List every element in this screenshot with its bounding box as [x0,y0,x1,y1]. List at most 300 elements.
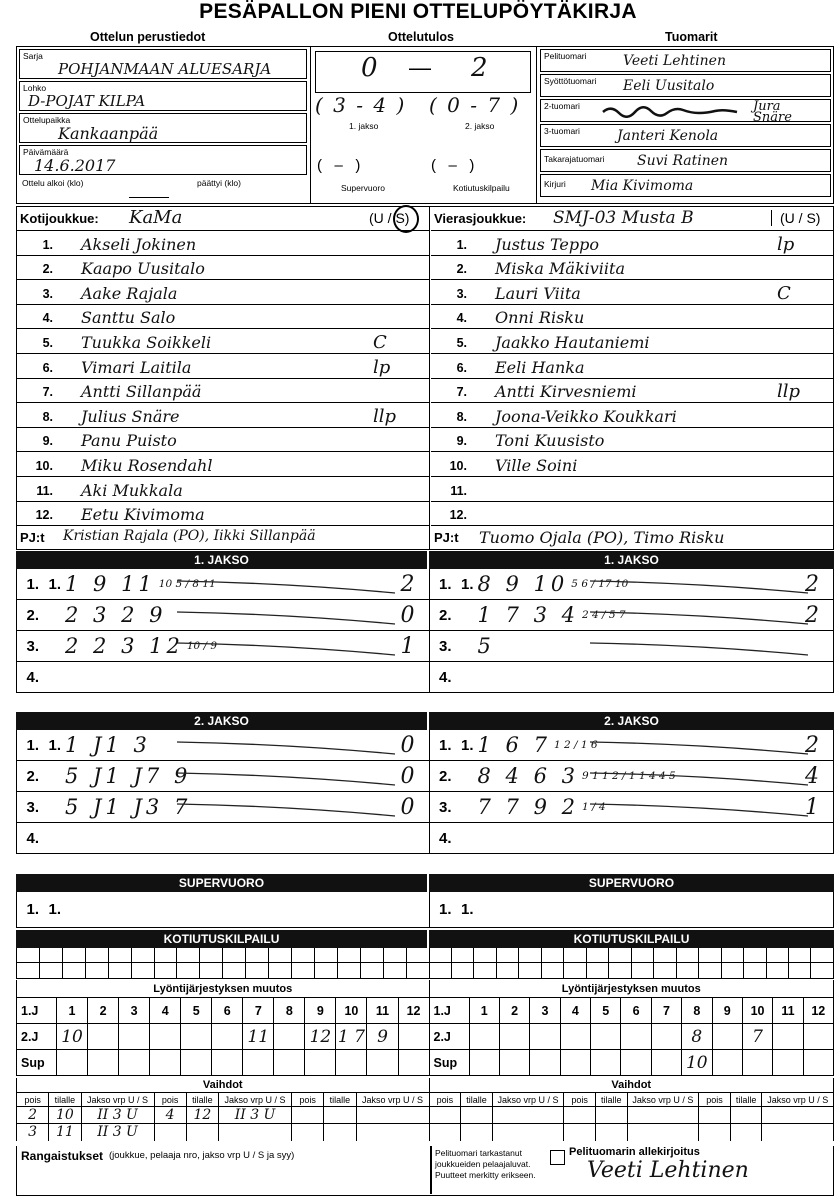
order-cell[interactable] [530,1024,560,1049]
inning-row[interactable] [17,600,429,631]
away-super-row[interactable] [430,892,834,928]
subs-column-header: pois [564,1093,596,1106]
home-run-cell[interactable] [811,963,832,978]
home-run-cell[interactable] [384,948,407,962]
score-dash: — [409,55,431,80]
subs-column-header-row [430,1093,834,1107]
date-field[interactable] [19,145,307,175]
player-row[interactable] [17,379,429,404]
subs-cell[interactable]: 2 [17,1107,49,1123]
home-run-cell[interactable] [542,948,564,962]
home-run-cell[interactable] [361,948,384,962]
home-team-label: Kotijoukkue: [20,211,99,226]
home-run-cell[interactable] [497,948,519,962]
player-row[interactable] [431,280,833,305]
order-row-label: 2.J [17,1024,57,1049]
subs-cell[interactable] [187,1124,219,1141]
order-cell[interactable] [804,1024,833,1049]
order-cell[interactable] [773,1050,803,1075]
player-number: 7. [456,385,467,400]
home-run-cell[interactable] [699,948,721,962]
player-row[interactable] [17,280,429,305]
order-cell[interactable] [336,1050,367,1075]
home-run-cell[interactable] [452,948,474,962]
home-run-cell[interactable] [40,948,63,962]
order-column-number: 7 [243,998,274,1023]
player-role: llp [777,381,801,403]
order-cell[interactable]: 1 7 [336,1024,367,1049]
subs-cell[interactable] [357,1107,429,1123]
home-run-cell[interactable] [767,948,789,962]
home-run-cell[interactable] [452,963,474,978]
player-row[interactable] [17,329,429,354]
home-run-contest-section [16,930,834,979]
home-run-cell[interactable] [132,963,155,978]
home-run-cell[interactable] [338,948,361,962]
order-change-row [430,1050,834,1076]
subs-cell[interactable] [430,1124,462,1141]
home-run-cell[interactable] [609,948,631,962]
home-run-cell[interactable] [744,948,766,962]
subs-cell[interactable] [461,1124,493,1141]
subs-cell[interactable] [628,1107,700,1123]
subs-header-away: Vaihdot [611,1079,652,1091]
subs-cell[interactable] [324,1124,356,1141]
player-row[interactable] [431,231,833,256]
inning-row[interactable] [430,569,834,600]
player-name: Jaakko Hautaniemi [495,332,650,352]
player-number: 8. [42,409,53,424]
subs-cell[interactable]: 12 [187,1107,219,1123]
order-cell[interactable] [119,1050,150,1075]
inning-row[interactable] [17,730,429,761]
order-column-number: 5 [591,998,621,1023]
order-cell[interactable] [652,1050,682,1075]
order-column-number: 5 [181,998,212,1023]
base-notes: 1 2 / 1 6 [553,739,598,751]
inning-runs: 4 [805,764,819,789]
home-run-cell[interactable] [654,963,676,978]
player-row[interactable] [17,477,429,502]
form-title: PESÄPALLON PIENI OTTELUPÖYTÄKIRJA [199,0,637,23]
order-cell[interactable] [119,1024,150,1049]
home-run-cell[interactable] [155,963,178,978]
home-run-cell[interactable] [474,948,496,962]
home-run-cell[interactable] [744,963,766,978]
subs-cell[interactable] [493,1124,565,1141]
inning-row[interactable] [430,631,834,662]
scribble-out [601,104,741,116]
subs-cell[interactable] [699,1124,731,1141]
inning-row[interactable] [430,600,834,631]
order-cell[interactable] [652,1024,682,1049]
subs-cell[interactable] [564,1107,596,1123]
order-cell[interactable] [399,1050,429,1075]
order-column-number: 9 [305,998,336,1023]
order-column-number: 2 [500,998,530,1023]
batting-sequence: 5 J1 J3 7 [65,795,192,819]
home-run-cell[interactable] [17,948,40,962]
home-run-cell[interactable] [40,963,63,978]
order-column-number: 1 [470,998,500,1023]
order-column-number: 6 [621,998,651,1023]
player-row[interactable] [431,354,833,379]
away-us-marker[interactable]: (U / S) [771,210,820,226]
inning-runs: 2 [400,572,415,597]
order-cell[interactable] [804,1050,833,1075]
home-run-cell[interactable] [430,963,452,978]
order-cell[interactable] [243,1050,274,1075]
subs-column-header: pois [155,1093,187,1106]
order-column-number: 8 [274,998,305,1023]
home-run-cell[interactable] [767,963,789,978]
order-cell[interactable] [713,1024,743,1049]
home-run-cell[interactable] [315,963,338,978]
subs-cell[interactable] [324,1107,356,1123]
away-team-label: Vierasjoukkue: [434,211,527,226]
home-run-cell[interactable] [292,948,315,962]
subs-cell[interactable] [731,1107,763,1123]
home-run-cell[interactable] [564,948,586,962]
inning-row[interactable] [430,761,834,792]
base-notes: 10 5 / 8 11 [158,578,216,590]
subs-cell[interactable] [292,1107,324,1123]
referee-name: Suvi Ratinen [637,153,729,169]
inning-row[interactable] [430,792,834,823]
referee-row[interactable] [540,49,831,72]
inning-row[interactable] [17,792,429,823]
subs-cell[interactable] [699,1107,731,1123]
footer-divider [430,1146,432,1194]
home-run-cell[interactable] [609,963,631,978]
subs-cell[interactable]: 11 [49,1124,81,1141]
inning-subnumber: 1. [48,901,61,918]
order-cell[interactable] [150,1024,181,1049]
subs-cell[interactable] [357,1124,429,1141]
order-cell[interactable] [274,1024,305,1049]
inning-row[interactable] [430,823,834,854]
referee-role-label: Pelituomari [544,51,587,61]
subs-cell[interactable]: 4 [155,1107,187,1123]
home-run-cell[interactable] [361,963,384,978]
order-cell[interactable] [561,1050,591,1075]
home-run-cell[interactable] [269,948,292,962]
home-run-cell[interactable] [292,963,315,978]
away-final-score: 2 [471,53,488,83]
series-field[interactable] [19,49,307,79]
subs-cell[interactable] [596,1107,628,1123]
home-run-cell[interactable] [789,963,811,978]
home-run-cell[interactable] [223,948,246,962]
player-row[interactable] [17,428,429,453]
inning-row[interactable] [17,823,429,854]
order-row-label: 1.J [430,998,470,1023]
subs-cell[interactable] [430,1107,462,1123]
home-run-cell[interactable] [109,948,132,962]
order-cell[interactable]: 12 [305,1024,336,1049]
referee-row[interactable] [540,124,831,147]
player-row[interactable] [431,329,833,354]
referees-header: Tuomarit [665,30,718,44]
home-run-grid-away [430,948,834,978]
player-row[interactable] [17,403,429,428]
home-run-cell[interactable] [564,963,586,978]
order-cell[interactable] [561,1024,591,1049]
batting-sequence: 5 [477,634,495,658]
home-run-cell[interactable] [474,963,496,978]
player-name: Joona-Veikko Koukkari [495,406,677,426]
order-cell[interactable] [621,1050,651,1075]
away-coaches-label: PJ:t [434,530,459,546]
subs-cell[interactable] [564,1124,596,1141]
inning-row[interactable] [17,662,429,693]
order-cell[interactable] [305,1050,336,1075]
order-cell[interactable]: 9 [367,1024,398,1049]
inning-runs: 2 [805,603,819,628]
order-cell[interactable] [470,1024,500,1049]
referee-row[interactable] [540,149,831,172]
player-name: Lauri Viita [495,283,581,303]
home-run-cell[interactable] [542,963,564,978]
player-row[interactable] [17,354,429,379]
order-cell[interactable] [500,1024,530,1049]
scribble-out-icon [601,104,741,118]
venue-field[interactable] [19,113,307,143]
subs-column-header: Jakso vrp U / S [767,1095,829,1105]
subs-cell[interactable] [762,1107,833,1123]
player-row[interactable] [431,428,833,453]
player-row[interactable] [431,477,833,502]
home-run-cell[interactable] [86,963,109,978]
subs-cell[interactable] [596,1124,628,1141]
home-run-cell[interactable] [811,948,832,962]
home-run-cell[interactable] [177,948,200,962]
match-info-panel [16,46,834,204]
time-fields [19,177,307,201]
order-column-number: 12 [811,1004,826,1018]
home-run-cell[interactable] [86,948,109,962]
inning-stroke [177,602,397,630]
period1-score: ( 3 - 4 ) [315,93,407,117]
order-column-number: 4 [150,998,181,1023]
referee-role-label: Takarajatuomari [544,154,605,164]
order-cell[interactable] [181,1050,212,1075]
subs-cell[interactable] [461,1107,493,1123]
referee-row[interactable] [540,174,831,197]
player-number: 3. [42,286,53,301]
order-cell[interactable] [88,1050,119,1075]
referee-row[interactable] [540,99,831,125]
home-run-cell[interactable] [246,963,269,978]
subs-cell[interactable] [219,1124,292,1141]
home-run-cell[interactable] [155,948,178,962]
subs-cell[interactable]: 3 [17,1124,49,1141]
inning-subnumber: 1. [48,736,61,754]
order-cell[interactable] [399,1024,429,1049]
result-header: Ottelutulos [388,30,454,44]
home-run-cell[interactable] [519,963,541,978]
order-cell[interactable]: 11 [243,1024,274,1049]
home-run-cell[interactable] [315,948,338,962]
player-number: 4. [42,311,53,326]
inning-number: 1. [26,736,39,754]
home-run-cell[interactable] [407,963,429,978]
home-run-cell[interactable] [677,948,699,962]
home-run-cell[interactable] [789,948,811,962]
home-run-cell[interactable] [63,948,86,962]
subs-cell[interactable] [493,1107,565,1123]
order-cell[interactable] [500,1050,530,1075]
inning-number: 4. [438,829,452,847]
date-label: Päivämäärä [23,147,69,157]
order-cell[interactable] [743,1050,773,1075]
subs-cell[interactable]: II 3 U [219,1107,292,1123]
inning-subnumber: 1. [460,575,474,593]
subs-column-header: tilalle [731,1093,763,1106]
check-checkbox[interactable] [550,1150,565,1165]
home-run-cell[interactable] [497,963,519,978]
home-run-cell[interactable] [63,963,86,978]
order-column-number: 7 [652,998,682,1023]
home-run-cell[interactable] [384,963,407,978]
home-run-cell[interactable] [246,948,269,962]
subs-cell[interactable]: 10 [49,1107,81,1123]
order-cell[interactable] [57,1050,88,1075]
order-change-header-home: Lyöntijärjestyksen muutos [17,980,430,997]
inning-stroke [177,794,397,822]
order-cell[interactable] [682,1050,712,1075]
away-team-name: SMJ-03 Musta B [553,208,694,228]
order-cell[interactable]: 8 10 [682,1024,712,1049]
player-number: 1. [456,237,467,252]
subs-row [17,1107,429,1124]
end-time-label: päättyi (klo) [197,178,241,188]
subs-column-header: pois [17,1093,49,1106]
subs-cell[interactable]: II 3 U [82,1107,155,1123]
home-run-cell[interactable] [699,963,721,978]
subs-cell[interactable] [762,1124,833,1141]
referee-signature: Veeti Lehtinen [587,1158,749,1183]
inning-row[interactable] [17,569,429,600]
order-cell[interactable] [181,1024,212,1049]
order-cell[interactable] [530,1050,560,1075]
referee-row[interactable] [540,74,831,97]
home-run-cell[interactable] [132,948,155,962]
order-cell[interactable] [212,1050,243,1075]
batting-order-change-section [16,980,834,1076]
player-name: Julius Snäre [81,406,180,426]
subs-cell[interactable] [628,1124,700,1141]
home-run-cell[interactable] [17,963,40,978]
home-run-cell[interactable] [722,948,744,962]
order-column-number: 11 [367,998,398,1023]
batting-sequence: 7 7 9 2 [477,795,579,819]
home-us-marker[interactable]: (U / S) [369,210,410,226]
home-run-cell[interactable] [654,948,676,962]
player-row[interactable] [431,502,833,527]
player-row[interactable] [431,452,833,477]
subs-column-header: tilalle [324,1093,356,1106]
player-row[interactable] [431,256,833,281]
home-run-cell[interactable] [223,963,246,978]
player-row[interactable] [17,256,429,281]
home-run-grid-row [17,963,429,978]
player-row[interactable] [431,305,833,330]
home-run-cell[interactable] [632,963,654,978]
order-column-number: 12 [406,1004,421,1018]
player-number: 1. [42,237,53,252]
player-row[interactable] [17,502,429,527]
subs-cell[interactable] [155,1124,187,1141]
player-row[interactable] [17,452,429,477]
player-row[interactable] [17,305,429,330]
player-row[interactable] [431,379,833,404]
home-run-cell[interactable] [407,948,429,962]
date-value: 14.6.2017 [34,156,116,175]
home-run-cell[interactable] [587,948,609,962]
home-run-cell[interactable] [177,963,200,978]
inning-row[interactable] [430,662,834,693]
home-run-cell[interactable] [269,963,292,978]
subs-cell[interactable] [292,1124,324,1141]
order-cell[interactable] [367,1050,398,1075]
home-run-cell[interactable] [519,948,541,962]
subs-cell[interactable] [731,1124,763,1141]
order-cell[interactable] [591,1024,621,1049]
block-field[interactable] [19,81,307,111]
order-column-number: 10 [743,998,773,1023]
player-name: Santtu Salo [81,308,176,328]
period1-band-away: 1. JAKSO [429,551,834,569]
player-number: 10. [449,458,467,473]
batting-sequence: 8 9 10 [477,572,569,596]
order-cell[interactable] [621,1024,651,1049]
inning-number: 2. [26,606,39,624]
inning-row[interactable] [17,631,429,662]
player-row[interactable] [17,231,429,256]
order-cell[interactable] [150,1050,181,1075]
home-run-contest-score: ( – ) [431,157,475,174]
home-run-cell[interactable] [200,948,223,962]
order-cell[interactable] [274,1050,305,1075]
player-number: 9. [456,434,467,449]
inning-row[interactable] [430,730,834,761]
order-cell[interactable] [713,1050,743,1075]
inning-row[interactable] [17,761,429,792]
order-cell[interactable] [591,1050,621,1075]
order-cell[interactable]: 10 [57,1024,88,1049]
order-cell[interactable]: 7 [743,1024,773,1049]
home-run-cell[interactable] [109,963,132,978]
home-run-cell[interactable] [200,963,223,978]
basic-info-header: Ottelun perustiedot [90,30,206,44]
home-run-cell[interactable] [587,963,609,978]
home-run-cell[interactable] [677,963,699,978]
home-run-cell[interactable] [338,963,361,978]
order-cell[interactable] [470,1050,500,1075]
order-cell[interactable] [212,1024,243,1049]
subs-cell[interactable]: II 3 U [82,1124,155,1141]
home-run-cell[interactable] [430,948,452,962]
home-run-cell[interactable] [632,948,654,962]
order-cell[interactable] [88,1024,119,1049]
player-row[interactable] [431,403,833,428]
order-cell[interactable] [773,1024,803,1049]
inning-stroke [590,633,810,661]
home-run-cell[interactable] [722,963,744,978]
order-row-label: Sup [17,1050,57,1075]
home-super-row[interactable] [17,892,430,928]
